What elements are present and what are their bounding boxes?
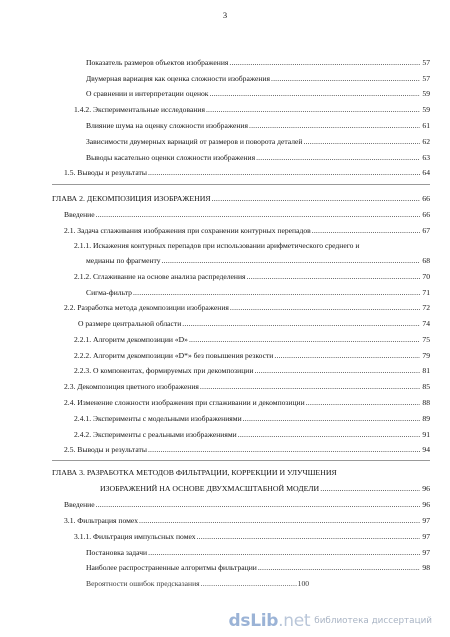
page-number: 3 bbox=[222, 10, 228, 20]
toc-entry[interactable]: Введение ..... 96 bbox=[64, 500, 430, 509]
toc-entry[interactable]: 3.1.1. Фильтрация импульсных помех ..... 97 bbox=[74, 532, 430, 541]
dslib-watermark[interactable] bbox=[229, 611, 432, 631]
toc-entry[interactable]: 2.1. Задача сглаживания изображения при сохранении контурных перепадов ..... 67 bbox=[64, 226, 430, 235]
toc-entry[interactable]: 2.5. Выводы и результаты ..... 94 bbox=[64, 445, 430, 454]
toc-entry[interactable]: Сигма-фильтр ..... 71 bbox=[86, 288, 430, 297]
toc-entry[interactable]: 2.2.1. Алгоритм декомпозиции «D» ..... 75 bbox=[74, 335, 430, 344]
toc-entry[interactable]: 2.1.2. Сглаживание на основе анализа распределения ..... 70 bbox=[74, 272, 430, 281]
toc-entry[interactable]: медианы по фрагменту ..... 68 bbox=[86, 256, 430, 265]
watermark-subtitle: библиотека диссертаций bbox=[314, 615, 432, 626]
toc-entry[interactable]: Влияние шума на оценку сложности изображения ..... 61 bbox=[86, 121, 430, 130]
toc-entry-line1: 2.1.1. Искажения контурных перепадов при использовании арифметического среднего и bbox=[74, 241, 360, 250]
toc-entry[interactable]: 2.2.2. Алгоритм декомпозиции «D*» без повышения резкости ..... 79 bbox=[74, 351, 430, 360]
toc-entry[interactable]: Выводы касательно оценки сложности изображения ..... 63 bbox=[86, 153, 430, 162]
toc-entry[interactable]: 2.2. Разработка метода декомпозиции изображения ..... 72 bbox=[64, 303, 430, 312]
toc-chapter[interactable]: ГЛАВА 2. ДЕКОМПОЗИЦИЯ ИЗОБРАЖЕНИЯ ..... 66 bbox=[52, 194, 430, 203]
divider bbox=[52, 460, 430, 461]
dslib-logo: dsLib.net bbox=[228, 611, 311, 631]
toc-entry[interactable]: О размере центральной области ..... 74 bbox=[78, 319, 430, 328]
toc-entry[interactable]: Показатель размеров объектов изображения ..... 57 bbox=[86, 58, 430, 67]
toc-entry[interactable]: 2.4. Изменение сложности изображения при сглаживании и декомпозиции ..... 88 bbox=[64, 398, 430, 407]
divider bbox=[52, 184, 430, 185]
toc-entry[interactable]: 2.4.1. Эксперименты с модельными изображениями ..... 89 bbox=[74, 414, 430, 423]
toc-entry[interactable]: 2.3. Декомпозиция цветного изображения ..... 85 bbox=[64, 382, 430, 391]
toc-entry[interactable]: О сравнении и интерпретации оценок ..... 59 bbox=[86, 89, 430, 98]
toc-entry[interactable]: 1.5. Выводы и результаты ..... 64 bbox=[64, 168, 430, 177]
toc-entry[interactable]: Двумерная вариация как оценка сложности изображения ..... 57 bbox=[86, 74, 430, 83]
toc-entry[interactable]: Наиболее распространенные алгоритмы фильтрации ..... 98 bbox=[86, 563, 430, 572]
toc-entry[interactable]: 2.4.2. Эксперименты с реальными изображениями ..... 91 bbox=[74, 430, 430, 439]
toc-entry[interactable]: Введение ..... 66 bbox=[64, 210, 430, 219]
toc-entry[interactable]: Вероятности ошибок предсказания ..... 100 bbox=[86, 579, 430, 588]
toc-chapter[interactable]: ИЗОБРАЖЕНИЙ НА ОСНОВЕ ДВУХМАСШТАБНОЙ МОДЕЛИ ..... 96 bbox=[100, 484, 430, 493]
toc-entry[interactable]: 2.2.3. О компонентах, формируемых при декомпозиции ..... 81 bbox=[74, 366, 430, 375]
toc-entry[interactable]: Постановка задачи ..... 97 bbox=[86, 548, 430, 557]
toc-entry[interactable]: 1.4.2. Экспериментальные исследования ..... 59 bbox=[74, 105, 430, 114]
toc-entry[interactable]: Зависимости двумерных вариаций от размеров и поворота деталей ..... 62 bbox=[86, 137, 430, 146]
toc-entry[interactable]: 3.1. Фильтрация помех ..... 97 bbox=[64, 516, 430, 525]
toc-chapter-line1: ГЛАВА 3. РАЗРАБОТКА МЕТОДОВ ФИЛЬТРАЦИИ, КОРРЕКЦИИ И УЛУЧШЕНИЯ bbox=[52, 468, 337, 477]
